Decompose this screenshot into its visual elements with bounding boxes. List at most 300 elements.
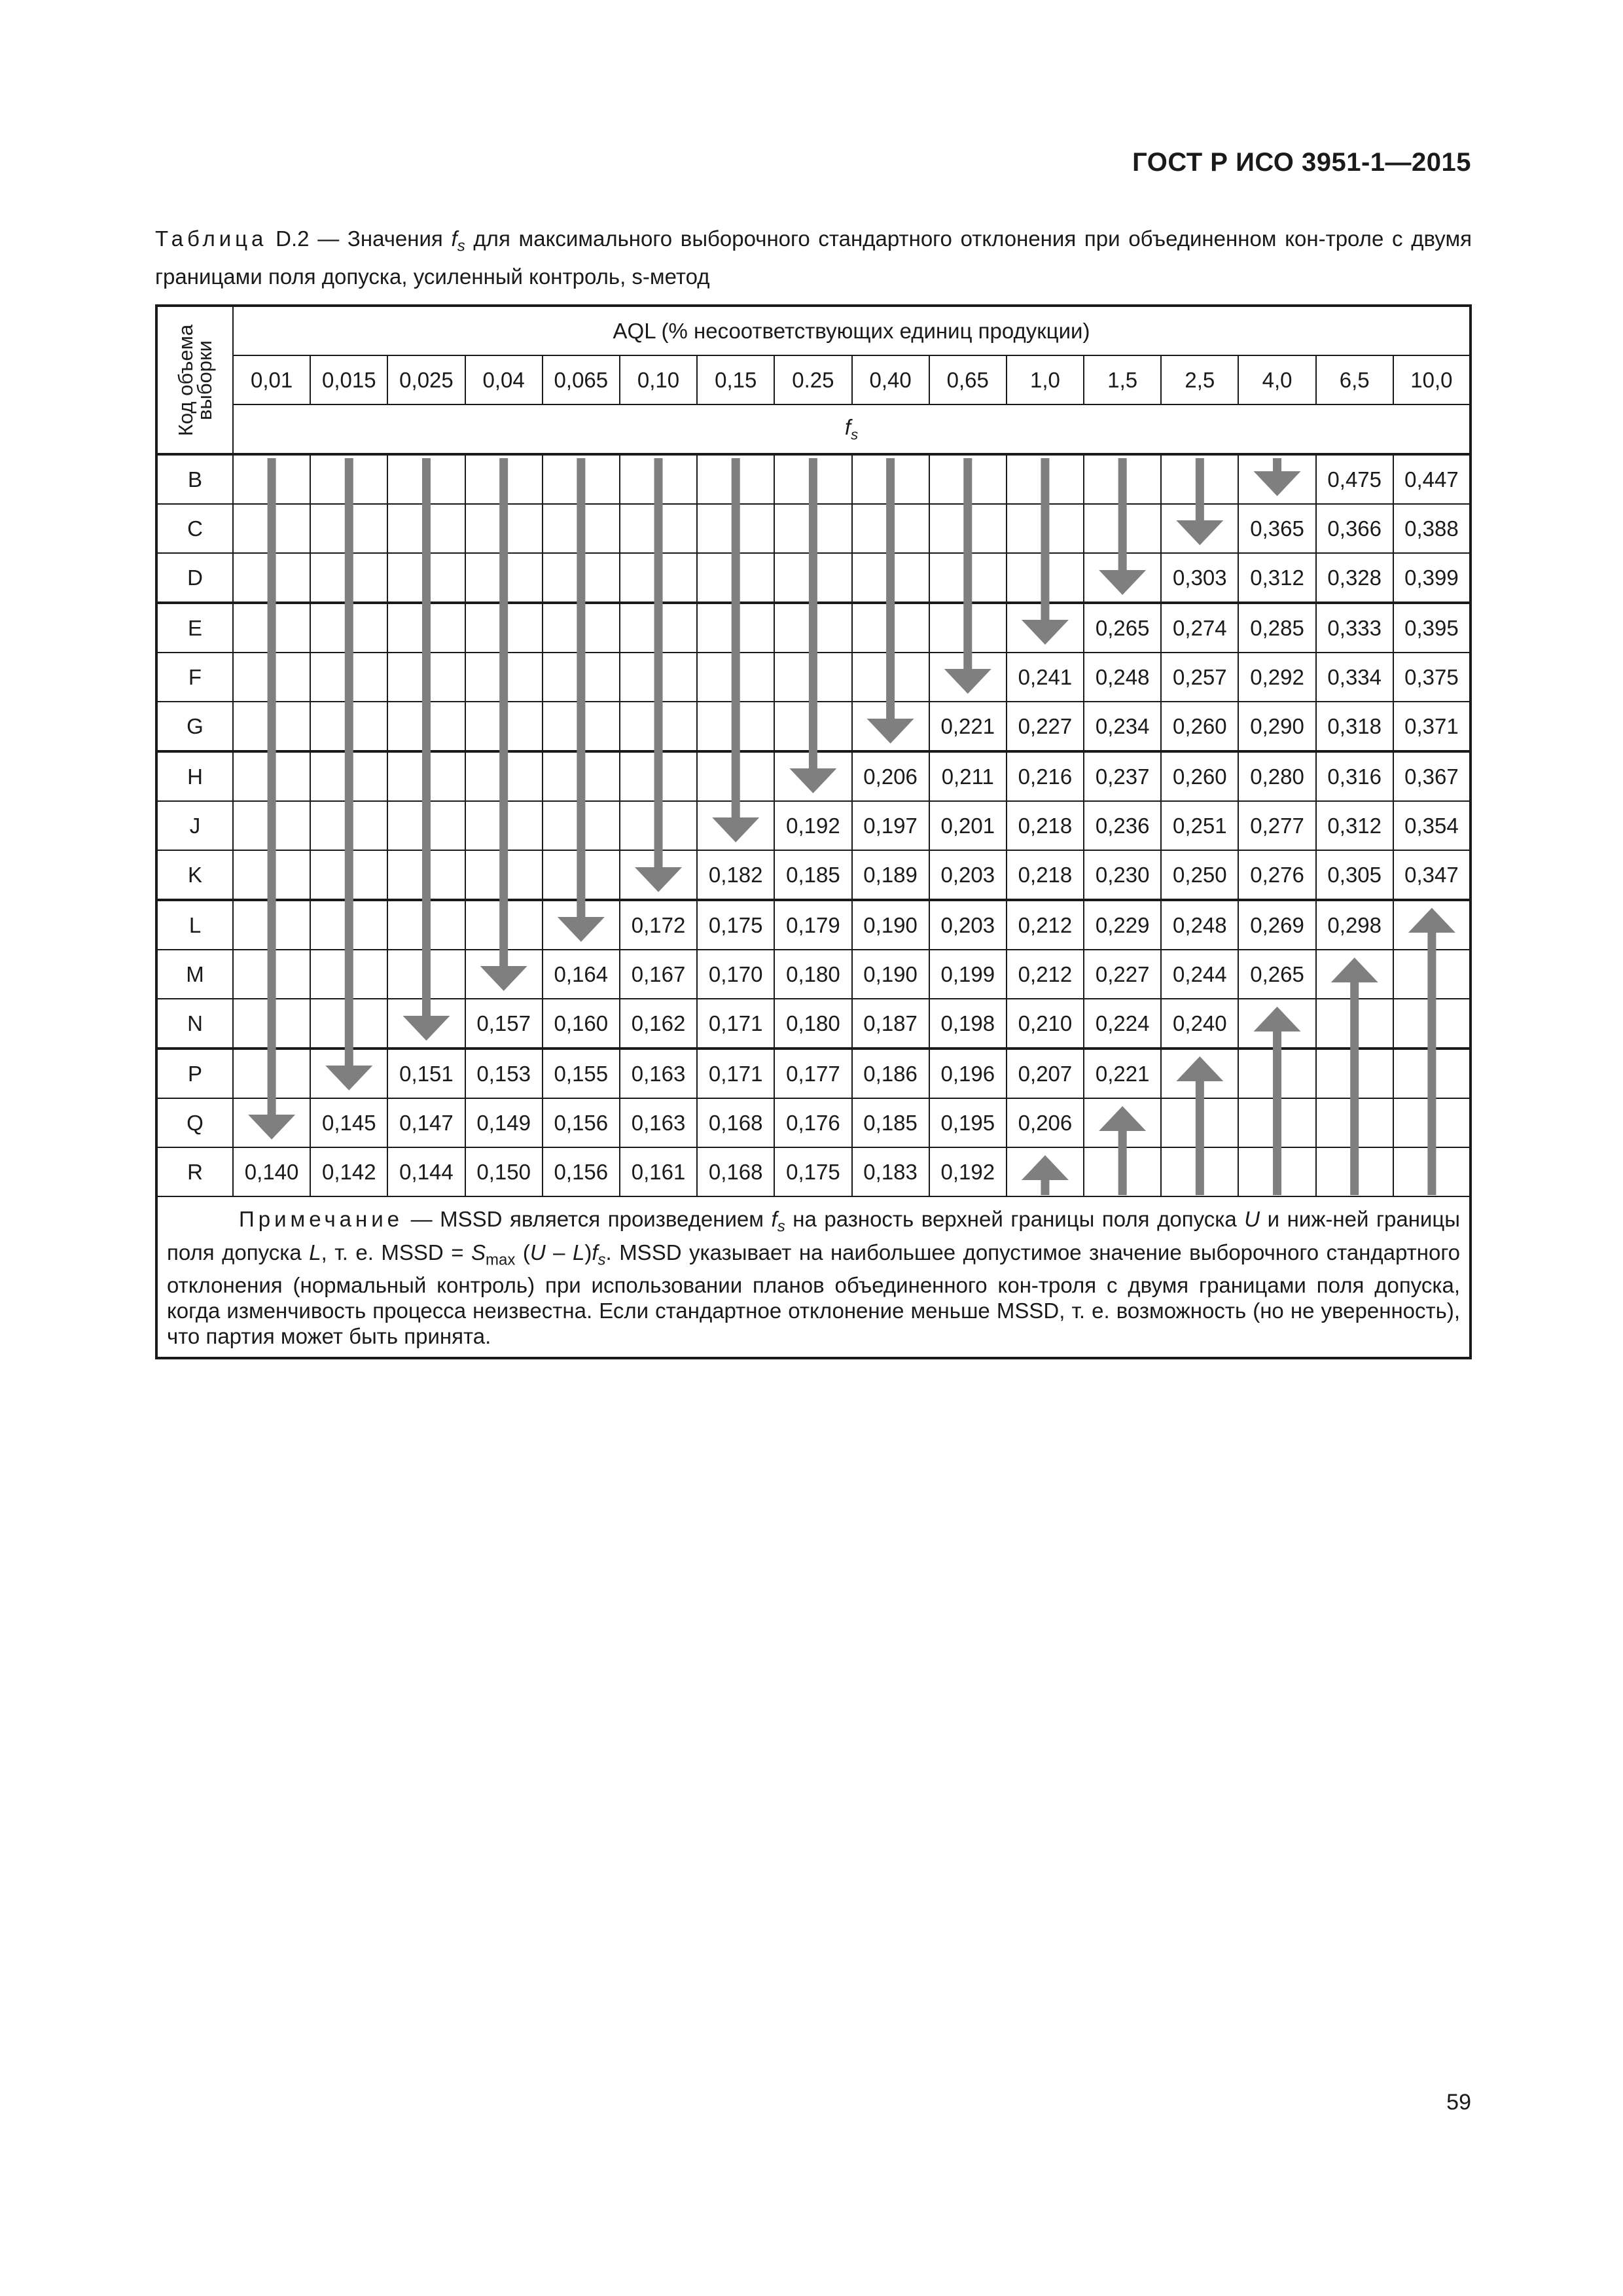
table-row [156, 653, 1471, 702]
fs-value-cell: 0,168 [697, 1147, 774, 1196]
caption-label: Таблица [155, 226, 268, 251]
fs-value-cell: 0,277 [1238, 801, 1315, 850]
fs-value-cell [465, 900, 543, 950]
fs-value-cell: 0,248 [1161, 900, 1238, 950]
fs-value-cell [233, 504, 310, 553]
aql-level-header: 1,5 [1084, 355, 1161, 404]
fs-value-cell: 0,237 [1084, 751, 1161, 801]
aql-level-header: 0,40 [852, 355, 929, 404]
fs-value-cell: 0,147 [387, 1098, 465, 1147]
sample-size-code: D [156, 553, 233, 603]
fs-value-cell: 0,280 [1238, 751, 1315, 801]
fs-value-cell [1393, 999, 1471, 1049]
sample-size-code: B [156, 454, 233, 504]
table-note: Примечание — MSSD является произведением $f_s$ на разность верхней границы поля допуска U и ниж-ней границы поля допуска L, т. е. MSSD = $S_{max}$ $(U - L)f_s$. MSSD указывает на наибольшее допустимое значение выборочного стандартного отклонения (нормальный контроль) при использовании планов объединенного кон-троля с двумя границами поля допуска, когда изменчивость процесса неизвестна. Если стандартное отклонение меньше MSSD, т. е. возможность (но не уверенность), что партия может быть принята. [156, 1196, 1471, 1358]
fs-value-cell: 0,170 [697, 950, 774, 999]
fs-value-cell: 0,312 [1316, 801, 1393, 850]
table-row [156, 751, 1471, 801]
aql-level-header: 0,65 [929, 355, 1007, 404]
fs-value-cell [620, 850, 697, 900]
fs-value-cell [387, 900, 465, 950]
fs-value-cell: 0,447 [1393, 454, 1471, 504]
fs-value-cell: 0,248 [1084, 653, 1161, 702]
fs-value-cell [852, 454, 929, 504]
fs-value-cell: 0,179 [774, 900, 851, 950]
fs-value-cell: 0,156 [543, 1147, 620, 1196]
fs-value-cell [233, 801, 310, 850]
fs-value-cell: 0,203 [929, 900, 1007, 950]
fs-value-cell [1316, 950, 1393, 999]
fs-value-cell: 0,180 [774, 950, 851, 999]
fs-value-cell: 0,180 [774, 999, 851, 1049]
fs-value-cell [697, 553, 774, 603]
fs-value-cell: 0,399 [1393, 553, 1471, 603]
table-row [156, 702, 1471, 751]
fs-value-cell [233, 653, 310, 702]
fs-value-cell [233, 553, 310, 603]
fs-value-cell [387, 603, 465, 653]
caption-text-1: D.2 — Значения [267, 226, 452, 251]
fs-value-cell [1007, 1147, 1084, 1196]
fs-value-cell: 0,171 [697, 1049, 774, 1098]
fs-value-cell: 0,251 [1161, 801, 1238, 850]
fs-value-cell [465, 603, 543, 653]
fs-value-cell: 0,206 [1007, 1098, 1084, 1147]
fs-value-cell [697, 702, 774, 751]
fs-value-cell [620, 504, 697, 553]
fs-value-cell: 0,276 [1238, 850, 1315, 900]
sample-size-code: E [156, 603, 233, 653]
sample-size-code: M [156, 950, 233, 999]
aql-level-header: 1,0 [1007, 355, 1084, 404]
table-row [156, 553, 1471, 603]
fs-value-cell [852, 504, 929, 553]
fs-value-cell [697, 454, 774, 504]
fs-value-cell: 0,230 [1084, 850, 1161, 900]
fs-value-cell [1238, 1147, 1315, 1196]
fs-value-cell [1161, 454, 1238, 504]
fs-value-cell [465, 504, 543, 553]
fs-value-cell [1316, 1098, 1393, 1147]
fs-value-cell: 0,160 [543, 999, 620, 1049]
caption-text-2: для максимального выборочного стандартного отклонения при объединенном кон-троле с двумя границами поля допуска, усиленный контроль, s-метод [155, 226, 1472, 289]
fs-value-cell: 0,234 [1084, 702, 1161, 751]
table-row [156, 1049, 1471, 1098]
fs-value-cell [465, 801, 543, 850]
fs-value-cell [620, 751, 697, 801]
fs-value-cell: 0,140 [233, 1147, 310, 1196]
fs-value-cell [774, 454, 851, 504]
fs-value-cell [233, 999, 310, 1049]
fs-value-cell [852, 653, 929, 702]
sample-size-code: N [156, 999, 233, 1049]
fs-value-cell: 0,161 [620, 1147, 697, 1196]
fs-value-cell: 0,187 [852, 999, 929, 1049]
fs-value-cell [233, 603, 310, 653]
fs-value-cell [543, 504, 620, 553]
fs-value-cell [1238, 1049, 1315, 1098]
sample-size-code: L [156, 900, 233, 950]
fs-value-cell [543, 603, 620, 653]
fs-value-cell [1007, 504, 1084, 553]
aql-level-header: 0,01 [233, 355, 310, 404]
note-row [156, 1196, 1471, 1358]
fs-value-cell: 0,206 [852, 751, 929, 801]
fs-value-cell [697, 603, 774, 653]
fs-value-cell [465, 950, 543, 999]
fs-value-cell [387, 702, 465, 751]
fs-value-cell: 0,190 [852, 900, 929, 950]
fs-value-cell: 0,227 [1007, 702, 1084, 751]
fs-value-cell [543, 751, 620, 801]
fs-value-cell [387, 653, 465, 702]
fs-value-cell [774, 504, 851, 553]
fs-value-cell: 0,175 [697, 900, 774, 950]
fs-value-cell [233, 1049, 310, 1098]
fs-value-cell [774, 653, 851, 702]
fs-value-cell [233, 900, 310, 950]
fs-value-cell: 0,175 [774, 1147, 851, 1196]
fs-value-cell [1161, 1098, 1238, 1147]
fs-value-cell: 0,149 [465, 1098, 543, 1147]
aql-level-header: 10,0 [1393, 355, 1471, 404]
fs-value-cell: 0,196 [929, 1049, 1007, 1098]
fs-value-cell [1393, 1049, 1471, 1098]
fs-value-cell [1161, 1049, 1238, 1098]
row-header-label: Код объема выборки [174, 324, 216, 436]
fs-value-cell: 0,199 [929, 950, 1007, 999]
fs-value-cell [1161, 1147, 1238, 1196]
fs-value-cell [310, 801, 387, 850]
fs-value-cell: 0,221 [1084, 1049, 1161, 1098]
standard-header: ГОСТ Р ИСО 3951-1—2015 [1132, 148, 1471, 177]
fs-value-cell: 0,192 [774, 801, 851, 850]
fs-value-cell: 0,318 [1316, 702, 1393, 751]
fs-value-cell [852, 553, 929, 603]
fs-value-cell [387, 553, 465, 603]
aql-level-header: 0,15 [697, 355, 774, 404]
fs-value-cell: 0,189 [852, 850, 929, 900]
fs-value-cell: 0,229 [1084, 900, 1161, 950]
fs-value-cell: 0,151 [387, 1049, 465, 1098]
sample-size-code: R [156, 1147, 233, 1196]
fs-value-cell [543, 850, 620, 900]
fs-value-cell [1393, 950, 1471, 999]
fs-value-cell [465, 653, 543, 702]
fs-value-cell: 0,210 [1007, 999, 1084, 1049]
fs-value-cell: 0,163 [620, 1098, 697, 1147]
fs-value-cell: 0,167 [620, 950, 697, 999]
sample-size-code: G [156, 702, 233, 751]
sample-size-code: Q [156, 1098, 233, 1147]
table-row [156, 454, 1471, 504]
fs-value-cell [465, 850, 543, 900]
fs-value-cell [1393, 900, 1471, 950]
value-symbol-header: $f_s$ [233, 404, 1471, 454]
fs-value-cell [387, 950, 465, 999]
table-row [156, 603, 1471, 653]
fs-value-cell [465, 751, 543, 801]
fs-value-cell [310, 603, 387, 653]
fs-value-cell [387, 999, 465, 1049]
aql-level-header: 0,04 [465, 355, 543, 404]
fs-value-cell [1316, 999, 1393, 1049]
aql-header: AQL (% несоответствующих единиц продукции) [233, 306, 1471, 355]
fs-value-cell [465, 553, 543, 603]
fs-value-cell [387, 454, 465, 504]
table-row [156, 1147, 1471, 1196]
fs-value-cell: 0,185 [852, 1098, 929, 1147]
fs-value-cell: 0,265 [1238, 950, 1315, 999]
sample-size-code: J [156, 801, 233, 850]
fs-value-cell: 0,163 [620, 1049, 697, 1098]
fs-value-cell [543, 454, 620, 504]
sample-size-code: C [156, 504, 233, 553]
fs-value-cell [387, 850, 465, 900]
fs-value-cell: 0,257 [1161, 653, 1238, 702]
fs-value-cell: 0,157 [465, 999, 543, 1049]
fs-value-cell: 0,290 [1238, 702, 1315, 751]
fs-value-cell: 0,475 [1316, 454, 1393, 504]
fs-value-cell: 0,371 [1393, 702, 1471, 751]
fs-value-cell: 0,365 [1238, 504, 1315, 553]
fs-value-cell: 0,183 [852, 1147, 929, 1196]
fs-value-cell [1238, 1098, 1315, 1147]
fs-value-cell [1393, 1147, 1471, 1196]
fs-value-cell: 0,347 [1393, 850, 1471, 900]
fs-value-cell [620, 702, 697, 751]
fs-value-cell: 0,218 [1007, 801, 1084, 850]
fs-value-cell [1238, 454, 1315, 504]
fs-value-cell: 0,198 [929, 999, 1007, 1049]
fs-value-cell [233, 751, 310, 801]
table-row [156, 504, 1471, 553]
table-row [156, 850, 1471, 900]
aql-level-header: 4,0 [1238, 355, 1315, 404]
fs-value-cell: 0,150 [465, 1147, 543, 1196]
fs-value-cell [310, 950, 387, 999]
fs-table [155, 304, 1472, 1359]
fs-value-cell: 0,227 [1084, 950, 1161, 999]
table-row [156, 801, 1471, 850]
fs-value-cell: 0,197 [852, 801, 929, 850]
fs-value-cell: 0,240 [1161, 999, 1238, 1049]
fs-value-cell [543, 900, 620, 950]
fs-value-cell [774, 553, 851, 603]
fs-value-cell: 0,260 [1161, 702, 1238, 751]
fs-value-cell: 0,153 [465, 1049, 543, 1098]
fs-value-cell: 0,182 [697, 850, 774, 900]
aql-level-header: 0,025 [387, 355, 465, 404]
fs-value-cell: 0,218 [1007, 850, 1084, 900]
table-row [156, 1098, 1471, 1147]
fs-value-cell: 0,203 [929, 850, 1007, 900]
aql-level-header: 0.25 [774, 355, 851, 404]
fs-value-cell: 0,216 [1007, 751, 1084, 801]
fs-value-cell [929, 603, 1007, 653]
fs-value-cell [1084, 553, 1161, 603]
fs-value-cell [1238, 999, 1315, 1049]
fs-value-cell: 0,162 [620, 999, 697, 1049]
fs-value-cell [697, 504, 774, 553]
fs-value-cell [697, 751, 774, 801]
fs-value-cell: 0,186 [852, 1049, 929, 1098]
aql-level-header: 0,015 [310, 355, 387, 404]
fs-table-container [155, 304, 1472, 1353]
fs-value-cell [310, 900, 387, 950]
fs-value-cell [387, 801, 465, 850]
aql-level-header: 6,5 [1316, 355, 1393, 404]
fs-value-cell [310, 653, 387, 702]
row-header-cell [156, 306, 233, 454]
fs-value-cell: 0,303 [1161, 553, 1238, 603]
fs-value-cell: 0,212 [1007, 950, 1084, 999]
sample-size-code: F [156, 653, 233, 702]
fs-value-cell [233, 702, 310, 751]
fs-value-cell: 0,265 [1084, 603, 1161, 653]
fs-value-cell: 0,201 [929, 801, 1007, 850]
fs-value-cell [233, 850, 310, 900]
fs-value-cell: 0,328 [1316, 553, 1393, 603]
fs-value-cell [1084, 504, 1161, 553]
fs-value-cell: 0,312 [1238, 553, 1315, 603]
fs-value-cell [620, 653, 697, 702]
fs-value-cell: 0,285 [1238, 603, 1315, 653]
fs-value-cell [1084, 1098, 1161, 1147]
fs-value-cell [929, 553, 1007, 603]
fs-value-cell [310, 454, 387, 504]
fs-value-cell: 0,388 [1393, 504, 1471, 553]
fs-value-cell [1316, 1147, 1393, 1196]
fs-value-cell [543, 653, 620, 702]
fs-value-cell [697, 801, 774, 850]
fs-value-cell: 0,144 [387, 1147, 465, 1196]
fs-value-cell [620, 603, 697, 653]
fs-value-cell: 0,155 [543, 1049, 620, 1098]
fs-value-cell [1084, 1147, 1161, 1196]
fs-value-cell [310, 999, 387, 1049]
fs-value-cell: 0,354 [1393, 801, 1471, 850]
fs-value-cell [387, 504, 465, 553]
fs-value-cell [620, 454, 697, 504]
fs-value-cell [774, 702, 851, 751]
fs-value-cell [310, 702, 387, 751]
fs-value-cell [310, 553, 387, 603]
fs-value-cell [233, 1098, 310, 1147]
fs-value-cell [1007, 603, 1084, 653]
fs-value-cell: 0,190 [852, 950, 929, 999]
fs-value-cell [852, 702, 929, 751]
fs-value-cell [1316, 1049, 1393, 1098]
fs-value-cell [387, 751, 465, 801]
fs-value-cell: 0,224 [1084, 999, 1161, 1049]
fs-value-cell [543, 801, 620, 850]
sample-size-code: H [156, 751, 233, 801]
fs-value-cell: 0,192 [929, 1147, 1007, 1196]
fs-value-cell: 0,375 [1393, 653, 1471, 702]
fs-value-cell: 0,274 [1161, 603, 1238, 653]
fs-value-cell [852, 603, 929, 653]
fs-value-cell: 0,195 [929, 1098, 1007, 1147]
fs-value-cell: 0,298 [1316, 900, 1393, 950]
fs-value-cell: 0,211 [929, 751, 1007, 801]
fs-value-cell: 0,395 [1393, 603, 1471, 653]
fs-value-cell [1007, 454, 1084, 504]
fs-value-cell [929, 454, 1007, 504]
fs-value-cell [1393, 1098, 1471, 1147]
fs-value-cell [233, 950, 310, 999]
fs-value-cell [1084, 454, 1161, 504]
fs-value-cell: 0,241 [1007, 653, 1084, 702]
fs-value-cell [233, 454, 310, 504]
sample-size-code: K [156, 850, 233, 900]
fs-value-cell [465, 454, 543, 504]
fs-value-cell [774, 603, 851, 653]
fs-value-cell: 0,236 [1084, 801, 1161, 850]
fs-value-cell: 0,367 [1393, 751, 1471, 801]
fs-value-cell [620, 801, 697, 850]
table-row [156, 900, 1471, 950]
table-row [156, 950, 1471, 999]
fs-value-cell: 0,145 [310, 1098, 387, 1147]
fs-value-cell: 0,177 [774, 1049, 851, 1098]
fs-value-cell [543, 553, 620, 603]
table-caption [155, 224, 1472, 292]
fs-value-cell [310, 1049, 387, 1098]
fs-value-cell: 0,212 [1007, 900, 1084, 950]
fs-value-cell: 0,244 [1161, 950, 1238, 999]
fs-value-cell [929, 653, 1007, 702]
fs-value-cell: 0,366 [1316, 504, 1393, 553]
fs-value-cell: 0,142 [310, 1147, 387, 1196]
table-row [156, 999, 1471, 1049]
fs-value-cell: 0,164 [543, 950, 620, 999]
fs-value-cell [1007, 553, 1084, 603]
fs-value-cell: 0,260 [1161, 751, 1238, 801]
aql-level-header: 0,10 [620, 355, 697, 404]
fs-value-cell: 0,221 [929, 702, 1007, 751]
fs-value-cell: 0,250 [1161, 850, 1238, 900]
fs-value-cell [620, 553, 697, 603]
caption-symbol: $f_s$ [451, 226, 465, 255]
fs-value-cell [310, 504, 387, 553]
aql-level-header: 2,5 [1161, 355, 1238, 404]
fs-value-cell: 0,269 [1238, 900, 1315, 950]
fs-value-cell [543, 702, 620, 751]
fs-value-cell [310, 850, 387, 900]
fs-value-cell [1161, 504, 1238, 553]
page-number: 59 [1446, 2090, 1471, 2115]
fs-value-cell [465, 702, 543, 751]
fs-value-cell [310, 751, 387, 801]
fs-value-cell: 0,156 [543, 1098, 620, 1147]
fs-value-cell [929, 504, 1007, 553]
note-label: Примечание [239, 1207, 404, 1231]
fs-value-cell [774, 751, 851, 801]
fs-value-cell [697, 653, 774, 702]
aql-level-header: 0,065 [543, 355, 620, 404]
fs-value-cell: 0,305 [1316, 850, 1393, 900]
fs-value-cell: 0,207 [1007, 1049, 1084, 1098]
sample-size-code: P [156, 1049, 233, 1098]
fs-value-cell: 0,334 [1316, 653, 1393, 702]
fs-value-cell: 0,172 [620, 900, 697, 950]
fs-value-cell: 0,185 [774, 850, 851, 900]
fs-value-cell: 0,168 [697, 1098, 774, 1147]
fs-value-cell: 0,171 [697, 999, 774, 1049]
fs-value-cell: 0,176 [774, 1098, 851, 1147]
fs-value-cell: 0,316 [1316, 751, 1393, 801]
